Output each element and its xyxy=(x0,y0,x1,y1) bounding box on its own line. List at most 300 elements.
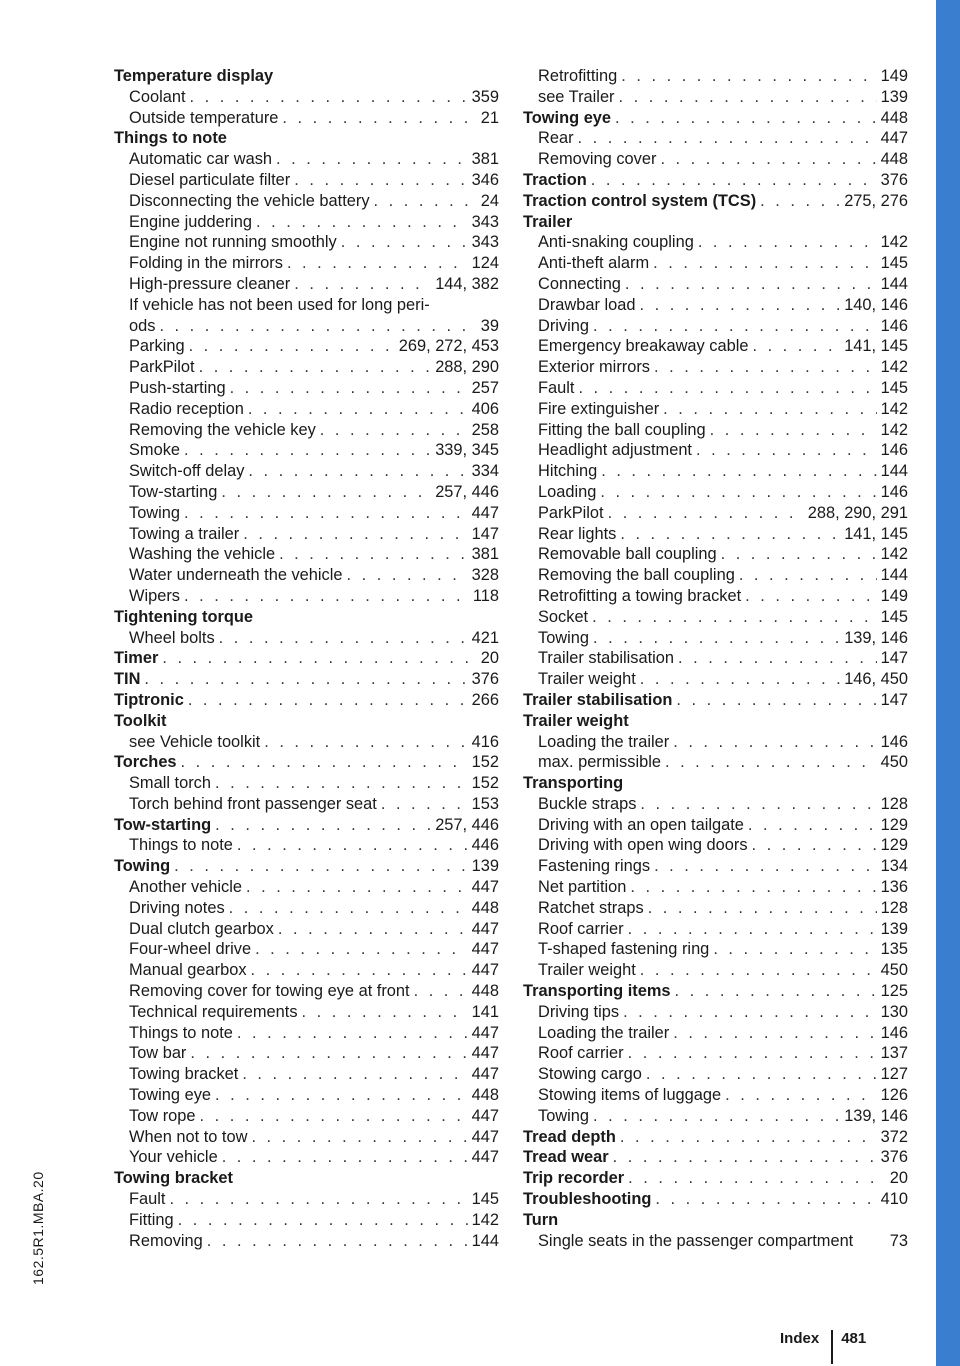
dot-leader xyxy=(628,1168,886,1189)
index-term: Removing cover for towing eye at front xyxy=(129,982,410,1001)
page-reference: 328 xyxy=(471,566,499,585)
page-reference: 125 xyxy=(880,982,908,1001)
dot-leader xyxy=(745,586,876,607)
dot-leader xyxy=(640,669,840,690)
dot-leader xyxy=(229,898,468,919)
page-reference: 128 xyxy=(880,794,908,813)
index-entry xyxy=(523,191,908,212)
dot-leader xyxy=(663,399,876,420)
dot-leader xyxy=(251,960,468,981)
index-term: Timer xyxy=(114,649,159,668)
page-reference: 24 xyxy=(480,191,499,210)
index-entry xyxy=(114,399,499,420)
dot-leader xyxy=(752,336,840,357)
index-term: Removable ball coupling xyxy=(538,545,717,564)
dot-leader xyxy=(628,1043,877,1064)
index-entry xyxy=(523,336,908,357)
page-reference: 144 xyxy=(880,566,908,585)
dot-leader xyxy=(294,274,431,295)
index-term: Another vehicle xyxy=(129,878,242,897)
index-entry xyxy=(523,524,908,545)
index-entry xyxy=(114,565,499,586)
dot-leader xyxy=(248,461,467,482)
index-term: Trailer stabilisation xyxy=(523,690,673,709)
page-reference: 73 xyxy=(889,1231,908,1250)
page-reference: 134 xyxy=(880,857,908,876)
index-term: Trailer weight xyxy=(523,711,629,730)
dot-leader xyxy=(640,794,876,815)
index-entry xyxy=(523,919,908,940)
page-reference: 448 xyxy=(471,1086,499,1105)
index-entry xyxy=(523,628,908,649)
dot-leader xyxy=(264,732,467,753)
page-reference: 410 xyxy=(880,1190,908,1209)
page-reference: 142 xyxy=(880,399,908,418)
index-entry xyxy=(114,461,499,482)
index-entry xyxy=(114,1002,499,1023)
index-term: Outside temperature xyxy=(129,108,279,127)
index-entry xyxy=(114,648,499,669)
index-term: Hitching xyxy=(538,462,598,481)
index-term: Removing xyxy=(129,1231,203,1250)
footer-section-label: Index xyxy=(780,1330,820,1347)
page-reference: 127 xyxy=(880,1065,908,1084)
index-term: see Vehicle toolkit xyxy=(129,732,261,751)
index-term: Trailer stabilisation xyxy=(538,649,675,668)
index-entry xyxy=(523,482,908,503)
dot-leader xyxy=(725,1085,877,1106)
dot-leader xyxy=(593,628,840,649)
dot-leader xyxy=(279,544,468,565)
dot-leader xyxy=(660,149,876,170)
dot-leader xyxy=(676,690,876,711)
page-reference: 447 xyxy=(471,1044,499,1063)
page-reference: 20 xyxy=(889,1169,908,1188)
dot-leader xyxy=(162,648,476,669)
index-entry xyxy=(523,877,908,898)
dot-leader xyxy=(654,357,877,378)
index-term: Trailer weight xyxy=(538,670,636,689)
dot-leader xyxy=(591,170,877,191)
page-reference: 139 xyxy=(880,87,908,106)
page-reference: 447 xyxy=(471,878,499,897)
dot-leader xyxy=(207,1231,468,1252)
index-term: Towing bracket xyxy=(129,1065,239,1084)
dot-leader xyxy=(760,191,840,212)
page-reference: 147 xyxy=(880,690,908,709)
page-reference: 448 xyxy=(471,982,499,1001)
index-entry xyxy=(523,835,908,856)
index-term: Tread wear xyxy=(523,1148,609,1167)
page-reference: 343 xyxy=(471,233,499,252)
dot-leader xyxy=(302,1002,468,1023)
dot-leader xyxy=(248,399,468,420)
page-reference: 129 xyxy=(880,836,908,855)
dot-leader xyxy=(174,856,468,877)
index-entry xyxy=(114,752,499,773)
index-term: When not to tow xyxy=(129,1127,248,1146)
dot-leader xyxy=(620,524,840,545)
dot-leader xyxy=(251,1127,467,1148)
index-term: Towing a trailer xyxy=(129,524,240,543)
index-term: Fault xyxy=(538,378,575,397)
page-reference: 447 xyxy=(471,1127,499,1146)
page-reference: 359 xyxy=(471,87,499,106)
index-entry xyxy=(523,898,908,919)
page-reference: 145 xyxy=(880,378,908,397)
index-term: Tow bar xyxy=(129,1044,187,1063)
index-term: Removing the ball coupling xyxy=(538,566,735,585)
page-reference: 146 xyxy=(880,1023,908,1042)
index-term: Things to note xyxy=(114,129,227,148)
index-term: Diesel particulate filter xyxy=(129,170,291,189)
index-entry xyxy=(523,1043,908,1064)
index-heading xyxy=(114,607,499,628)
dot-leader xyxy=(620,1127,877,1148)
index-entry xyxy=(523,378,908,399)
index-entry xyxy=(523,981,908,1002)
index-term: Engine juddering xyxy=(129,212,253,231)
index-entry xyxy=(114,960,499,981)
index-term: Tiptronic xyxy=(114,690,184,709)
index-entry xyxy=(523,232,908,253)
dot-leader xyxy=(181,752,468,773)
index-entry xyxy=(114,586,499,607)
index-heading xyxy=(114,128,499,149)
page-reference: 421 xyxy=(471,628,499,647)
page-reference: 346 xyxy=(471,170,499,189)
index-term: Buckle straps xyxy=(538,794,637,813)
index-entry xyxy=(114,482,499,503)
page-reference: 20 xyxy=(480,649,499,668)
dot-leader xyxy=(221,482,431,503)
dot-leader xyxy=(282,108,476,129)
page-reference: 145 xyxy=(471,1190,499,1209)
index-term: Toolkit xyxy=(114,711,167,730)
dot-leader xyxy=(673,1023,876,1044)
index-term: Retrofitting xyxy=(538,67,618,85)
index-term: Rear xyxy=(538,129,574,148)
index-term: Water underneath the vehicle xyxy=(129,566,343,585)
index-term: Loading the trailer xyxy=(538,732,670,751)
index-entry xyxy=(523,108,908,129)
page-reference: 126 xyxy=(880,1086,908,1105)
page-reference: 146 xyxy=(880,316,908,335)
dot-leader xyxy=(188,690,468,711)
page-reference: 139, 146 xyxy=(844,628,908,647)
page-reference: 266 xyxy=(471,690,499,709)
index-term: Tow-starting xyxy=(114,815,212,834)
dot-leader xyxy=(613,1147,877,1168)
index-entry xyxy=(523,253,908,274)
dot-leader xyxy=(200,1106,468,1127)
index-term: see Trailer xyxy=(538,87,615,106)
index-entry xyxy=(114,1043,499,1064)
index-term: Single seats in the passenger compartment xyxy=(538,1231,854,1250)
index-term: Switch-off delay xyxy=(129,462,245,481)
index-entry xyxy=(114,669,499,690)
index-term: Loading the trailer xyxy=(538,1023,670,1042)
page-reference: 145 xyxy=(880,254,908,273)
page-reference: 153 xyxy=(471,794,499,813)
page-reference: 146, 450 xyxy=(844,670,908,689)
document-code: 162.5R1.MBA.20 xyxy=(30,1171,46,1285)
index-term: Tightening torque xyxy=(114,607,254,626)
index-term: Removing cover xyxy=(538,150,657,169)
page-reference: 130 xyxy=(880,1002,908,1021)
index-term: Small torch xyxy=(129,774,211,793)
index-entry xyxy=(523,1023,908,1044)
index-term: Coolant xyxy=(129,87,186,106)
page-reference: 447 xyxy=(880,129,908,148)
dot-leader xyxy=(696,440,877,461)
index-term: Anti-snaking coupling xyxy=(538,233,694,252)
index-term: max. permissible xyxy=(538,753,661,772)
dot-leader xyxy=(665,752,877,773)
index-entry xyxy=(523,732,908,753)
dot-leader xyxy=(276,149,468,170)
index-entry xyxy=(114,357,499,378)
index-tab-bar xyxy=(936,0,960,1366)
index-entry xyxy=(523,794,908,815)
page-reference: 145 xyxy=(880,607,908,626)
index-term: Stowing items of luggage xyxy=(538,1086,722,1105)
dot-leader xyxy=(640,960,877,981)
page-reference: 141 xyxy=(471,1002,499,1021)
index-entry xyxy=(523,669,908,690)
index-entry xyxy=(523,420,908,441)
index-term: Parking xyxy=(129,337,185,356)
index-entry xyxy=(114,544,499,565)
page-number: 481 xyxy=(841,1330,867,1347)
dot-leader xyxy=(673,732,876,753)
index-term: Headlight adjustment xyxy=(538,441,692,460)
index-term: Retrofitting a towing bracket xyxy=(538,586,742,605)
page-reference: 124 xyxy=(471,254,499,273)
index-term: Transporting items xyxy=(523,982,671,1001)
index-entry xyxy=(523,128,908,149)
dot-leader xyxy=(593,1106,840,1127)
page-reference: 144 xyxy=(880,462,908,481)
index-entry xyxy=(523,1002,908,1023)
index-entry xyxy=(523,565,908,586)
dot-leader xyxy=(698,232,877,253)
index-entry xyxy=(523,1064,908,1085)
dot-leader xyxy=(215,815,431,836)
index-entry xyxy=(114,939,499,960)
index-term: Fault xyxy=(129,1190,166,1209)
index-term: Traction control system (TCS) xyxy=(523,191,757,210)
index-entry xyxy=(523,440,908,461)
index-entry xyxy=(523,815,908,836)
index-term: Driving xyxy=(538,316,590,335)
page-reference: 376 xyxy=(880,170,908,189)
dot-leader xyxy=(219,628,468,649)
page-reference: 139 xyxy=(880,919,908,938)
dot-leader xyxy=(678,648,877,669)
index-term: T-shaped fastening ring xyxy=(538,940,710,959)
index-entry xyxy=(523,274,908,295)
dot-leader xyxy=(237,835,468,856)
dot-leader xyxy=(242,1064,467,1085)
index-entry xyxy=(114,336,499,357)
dot-leader xyxy=(255,939,468,960)
dot-leader xyxy=(630,877,876,898)
page-reference: 144 xyxy=(471,1231,499,1250)
dot-leader xyxy=(619,87,877,108)
index-column-right xyxy=(523,66,908,1251)
page-reference: 146 xyxy=(880,732,908,751)
index-entry xyxy=(523,170,908,191)
dot-leader xyxy=(578,128,877,149)
page-reference: 447 xyxy=(471,1106,499,1125)
page-reference: 142 xyxy=(880,233,908,252)
index-entry xyxy=(523,752,908,773)
index-entry xyxy=(114,1106,499,1127)
index-entry xyxy=(523,316,908,337)
dot-leader xyxy=(159,316,476,337)
index-term: Fitting the ball coupling xyxy=(538,420,706,439)
page-reference: 343 xyxy=(471,212,499,231)
index-term: ParkPilot xyxy=(129,358,195,377)
index-entry xyxy=(114,1231,499,1252)
page-reference: 147 xyxy=(471,524,499,543)
index-term: Radio reception xyxy=(129,399,244,418)
page-reference: 339, 345 xyxy=(435,441,499,460)
index-entry xyxy=(114,898,499,919)
index-entry xyxy=(523,357,908,378)
dot-leader xyxy=(675,981,877,1002)
index-term: TIN xyxy=(114,670,141,689)
page-reference: 149 xyxy=(880,586,908,605)
page-reference: 142 xyxy=(880,358,908,377)
index-entry xyxy=(114,295,499,316)
dot-leader xyxy=(654,856,877,877)
index-entry xyxy=(523,149,908,170)
index-heading xyxy=(114,66,499,87)
index-term: Towing xyxy=(129,503,181,522)
index-term: Drawbar load xyxy=(538,295,636,314)
page-reference: 142 xyxy=(880,420,908,439)
index-term: ods xyxy=(129,316,156,335)
page-reference: 448 xyxy=(880,150,908,169)
page-reference: 447 xyxy=(471,919,499,938)
dot-leader xyxy=(739,565,877,586)
page-reference: 149 xyxy=(880,67,908,85)
index-entry xyxy=(114,212,499,233)
dot-leader xyxy=(190,87,468,108)
index-term: Manual gearbox xyxy=(129,961,247,980)
page-reference: 128 xyxy=(880,898,908,917)
dot-leader xyxy=(748,815,877,836)
dot-leader xyxy=(169,1189,467,1210)
index-entry xyxy=(114,149,499,170)
page-reference: 381 xyxy=(471,150,499,169)
page-reference: 146 xyxy=(880,441,908,460)
dot-leader xyxy=(341,232,468,253)
index-term: Socket xyxy=(538,607,589,626)
index-term: Ratchet straps xyxy=(538,898,644,917)
page-reference: 257, 446 xyxy=(435,482,499,501)
page-reference: 406 xyxy=(471,399,499,418)
index-entry xyxy=(523,586,908,607)
index-term: Torches xyxy=(114,753,177,772)
dot-leader xyxy=(592,607,877,628)
dot-leader xyxy=(215,1085,468,1106)
dot-leader xyxy=(578,378,876,399)
dot-leader xyxy=(237,1023,468,1044)
index-term: Driving tips xyxy=(538,1002,620,1021)
index-term: Traction xyxy=(523,170,587,189)
index-entry xyxy=(523,1189,908,1210)
index-entry xyxy=(114,628,499,649)
dot-leader xyxy=(243,524,467,545)
index-term: Push-starting xyxy=(129,378,226,397)
dot-leader xyxy=(639,295,840,316)
page-reference: 258 xyxy=(471,420,499,439)
index-entry xyxy=(114,919,499,940)
index-term: Torch behind front passenger seat xyxy=(129,794,377,813)
index-term: Roof carrier xyxy=(538,1044,624,1063)
page-reference: 136 xyxy=(880,878,908,897)
index-term: High-pressure cleaner xyxy=(129,274,291,293)
dot-leader xyxy=(374,191,477,212)
index-term: Stowing cargo xyxy=(538,1065,642,1084)
index-entry xyxy=(523,939,908,960)
page-reference: 450 xyxy=(880,961,908,980)
index-term: Troubleshooting xyxy=(523,1190,652,1209)
page-reference: 447 xyxy=(471,1148,499,1167)
index-term: Turn xyxy=(523,1210,559,1229)
dot-leader xyxy=(752,835,877,856)
dot-leader xyxy=(222,1147,468,1168)
dot-leader xyxy=(628,919,877,940)
index-entry xyxy=(114,1023,499,1044)
page-reference: 135 xyxy=(880,940,908,959)
dot-leader xyxy=(144,669,467,690)
index-term: Towing bracket xyxy=(114,1169,233,1188)
page-reference: 146 xyxy=(880,482,908,501)
page-reference: 447 xyxy=(471,1065,499,1084)
index-entry xyxy=(114,378,499,399)
index-entry xyxy=(114,856,499,877)
dot-leader xyxy=(294,170,467,191)
page-reference: 288, 290 xyxy=(435,358,499,377)
dot-leader xyxy=(653,253,877,274)
dot-leader xyxy=(246,877,468,898)
index-term: Things to note xyxy=(129,836,233,855)
index-term: Disconnecting the vehicle battery xyxy=(129,191,370,210)
index-entry xyxy=(114,170,499,191)
page-reference: 129 xyxy=(880,815,908,834)
index-term: Engine not running smoothly xyxy=(129,233,337,252)
index-term: Trailer weight xyxy=(538,961,636,980)
index-term: Towing xyxy=(538,1106,590,1125)
page-reference: 447 xyxy=(471,1023,499,1042)
page-reference: 376 xyxy=(880,1148,908,1167)
index-entry xyxy=(523,461,908,482)
page-reference: 152 xyxy=(471,753,499,772)
index-entry xyxy=(114,503,499,524)
index-term: Smoke xyxy=(129,441,181,460)
index-term: If vehicle has not been used for long peri- xyxy=(129,295,430,314)
index-heading xyxy=(523,773,908,794)
index-term: Washing the vehicle xyxy=(129,545,276,564)
index-entry xyxy=(523,544,908,565)
page-reference: 447 xyxy=(471,961,499,980)
dot-leader xyxy=(178,1210,468,1231)
page-reference: 334 xyxy=(471,462,499,481)
